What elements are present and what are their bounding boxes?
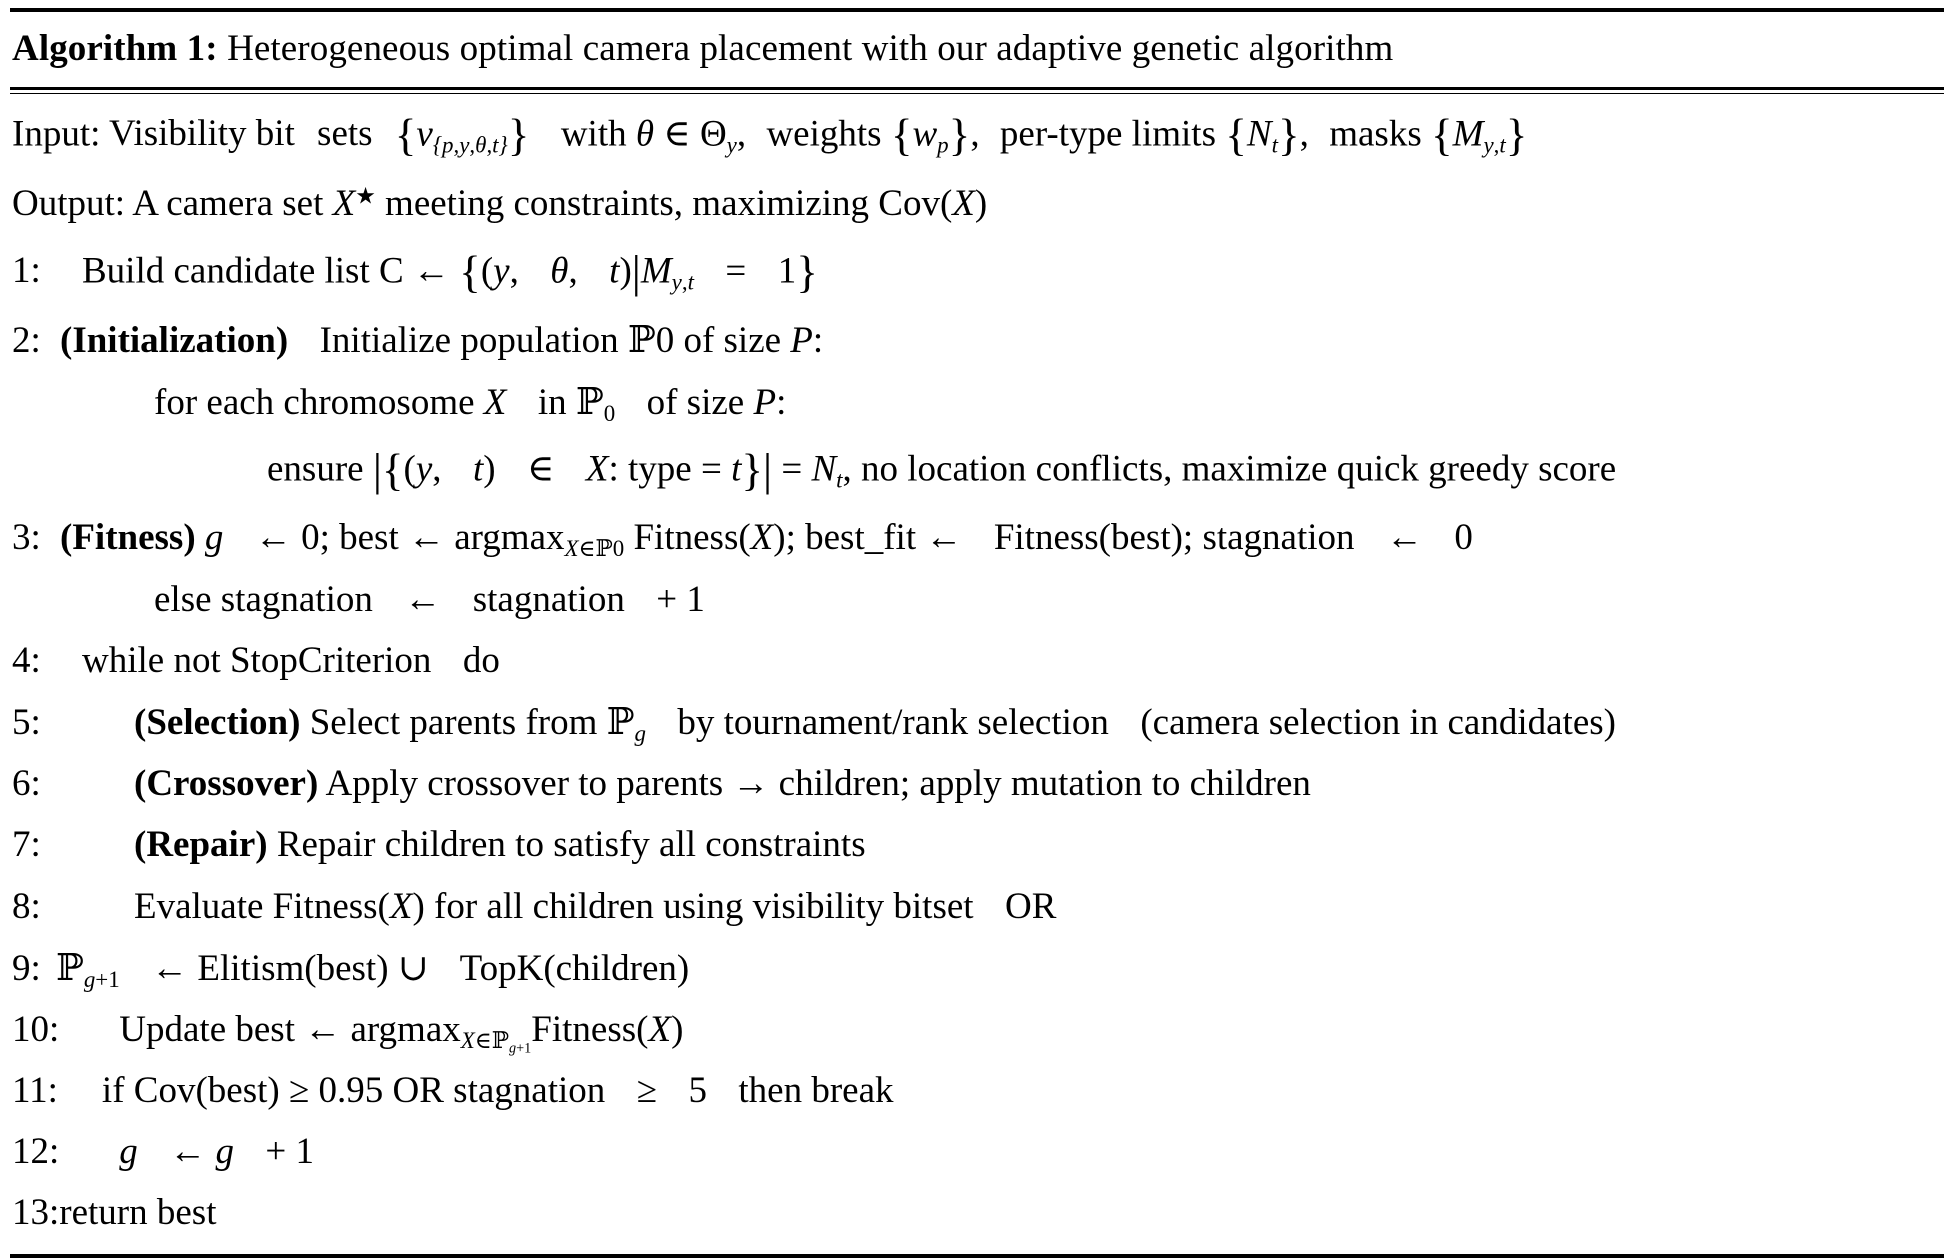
step-keyword: (Crossover) [134, 763, 319, 805]
algorithm-step [12, 691, 1942, 753]
bottom-rule [10, 1254, 1944, 1258]
step-number: 13: [12, 1192, 60, 1234]
step-continuation: ensure |{(y, t) ∈ X: type = $t\}| = N_t$, no location conflicts, maximize quick greedy score [267, 445, 1617, 496]
algorithm-block [0, 8, 1954, 1258]
output-label: Output: [12, 182, 133, 224]
algorithm-label: Algorithm 1: [12, 28, 218, 69]
algorithm-step [12, 999, 1942, 1060]
caption-rule [10, 87, 1944, 90]
step-continuation: for each chromosome X in ℙ$_0$ of size P: [154, 379, 787, 426]
algorithm-step [12, 1060, 1942, 1121]
step-number: 11: [12, 1070, 58, 1112]
step-number: 1: [12, 250, 41, 292]
algorithm-step [12, 235, 1942, 309]
algorithm-step [12, 814, 1942, 875]
step-keyword: (Selection) [134, 701, 301, 743]
step-number: 5: [12, 701, 41, 743]
step-text: ℙ$_{g+1}$ ← Elitism(best) ∪ TopK(children) [56, 945, 690, 992]
algorithm-step [12, 753, 1942, 814]
algorithm-step [12, 309, 1942, 371]
step-text: g ← g + 1 [119, 1131, 315, 1173]
step-text: (Crossover) Apply crossover to parents → children; apply mutation to children [134, 763, 1311, 805]
step-text: (Repair) Repair children to satisfy all constraints [134, 824, 866, 866]
step-number: 12: [12, 1131, 60, 1173]
step-text: (Initialization) Initialize population ℙ0 of size P: [60, 317, 824, 361]
step-keyword: (Fitness) [60, 517, 196, 559]
step-number: 9: [12, 947, 41, 989]
algorithm-step [12, 630, 1942, 691]
step-text: Update best ← argmax$_{X\in ℙ_{g+1}}$Fitness(X) [119, 1008, 684, 1057]
algorithm-step [12, 1121, 1942, 1182]
step-continuation: else stagnation ← stagnation + 1 [154, 578, 705, 620]
step-number: 3: [12, 517, 41, 559]
algorithm-step [12, 876, 1942, 937]
step-text: while not StopCriterion do [82, 639, 500, 681]
step-keyword: (Repair) [134, 824, 268, 866]
step-number: 8: [12, 885, 41, 927]
step-number: 10: [12, 1008, 60, 1050]
step-keyword: (Initialization) [60, 319, 289, 361]
step-text: Build candidate list C ← {(y, θ, $t)|M_{y,t} = 1$} [82, 246, 818, 297]
step-text: if Cov(best) ≥ 0.95 OR stagnation ≥ 5 then break [101, 1070, 894, 1112]
algorithm-step [12, 507, 1942, 568]
step-text: (Fitness) g ← 0; best ← argmax$_{X\in ℙ0}$ Fitness(X); best_fit ← Fitness(best); stagnation ← 0 [60, 517, 1473, 563]
output-line: Output: A camera set X★ meeting constraints, maximizing Cov(X) [12, 182, 988, 224]
input-line: Input: Visibility bit sets $\{v_{\{p,y,\theta,t\}}\}$ with θ ∈ $\Theta_y$, weights $\{w_p\}$, per-type limits $\{N_t\}$, masks $\{M_{y,t}\}$ [12, 109, 1528, 160]
step-text: return best [59, 1192, 217, 1234]
step-number: 4: [12, 639, 41, 681]
algorithm-step [12, 937, 1942, 999]
step-number: 2: [12, 319, 41, 361]
algorithm-step [12, 1182, 1942, 1243]
step-text: (Selection) Select parents from ℙ$_g$ by tournament/rank selection (camera selection in candidates) [134, 699, 1616, 746]
algorithm-caption [10, 12, 1944, 87]
step-number: 6: [12, 763, 41, 805]
algorithm-title: Heterogeneous optimal camera placement with our adaptive genetic algorithm [227, 28, 1394, 69]
step-number: 7: [12, 824, 41, 866]
algorithm-body [10, 90, 1944, 1254]
step-text: Evaluate Fitness(X) for all children using visibility bitset OR [134, 885, 1057, 927]
input-label: Input: [12, 113, 109, 154]
